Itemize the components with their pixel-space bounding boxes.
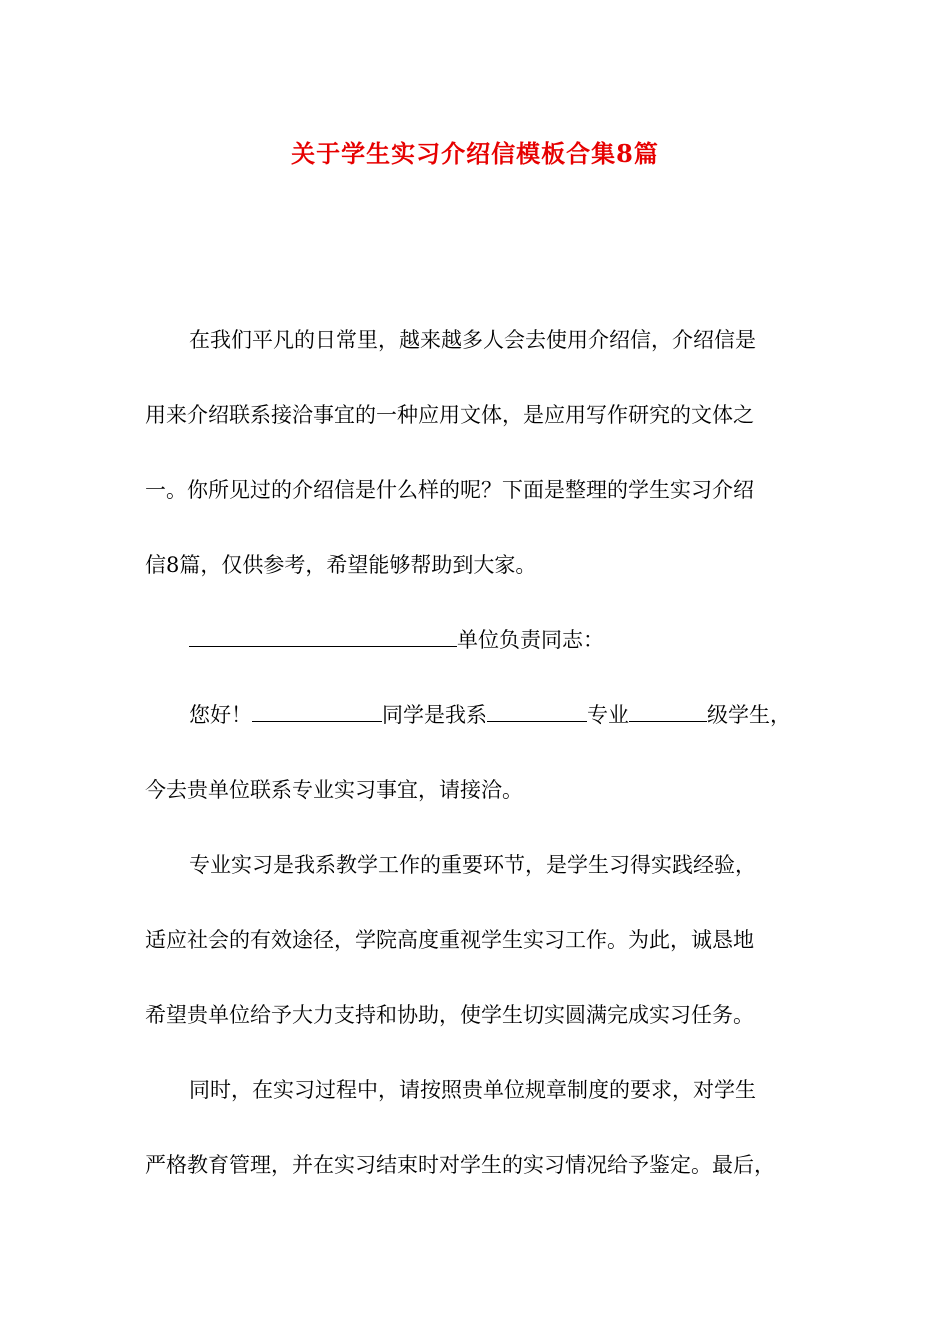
greeting-line xyxy=(145,696,810,734)
text-line: 专业实习是我系教学工作的重要环节，是学生习得实践经验， xyxy=(189,853,756,877)
intro-paragraph xyxy=(145,321,810,584)
blank-major[interactable] xyxy=(487,699,587,722)
management-paragraph xyxy=(145,1071,810,1184)
blank-student-name[interactable] xyxy=(252,699,382,722)
addressee-line xyxy=(145,621,810,659)
document-body xyxy=(145,321,810,1184)
document-title: 关于学生实习介绍信模板合集8篇 xyxy=(291,139,659,168)
text-line: 信8篇，仅供参考，希望能够帮助到大家。 xyxy=(145,553,537,577)
segment-text: 同学是我系 xyxy=(382,703,487,727)
text-line: 在我们平凡的日常里，越来越多人会去使用介绍信，介绍信是 xyxy=(189,328,756,352)
greeting-text: 您好！ xyxy=(189,703,252,727)
segment-text: 级学生， xyxy=(707,703,791,727)
text-line: 适应社会的有效途径，学院高度重视学生实习工作。为此，诚恳地 xyxy=(145,928,754,952)
segment-text: 专业 xyxy=(587,703,629,727)
text-line: 今去贵单位联系专业实习事宜，请接洽。 xyxy=(145,778,523,802)
internship-paragraph xyxy=(145,846,810,1034)
addressee-suffix: 单位负责同志： xyxy=(457,628,604,652)
blank-unit-name[interactable] xyxy=(189,624,457,647)
text-line: 严格教育管理，并在实习结束时对学生的实习情况给予鉴定。最后， xyxy=(145,1153,775,1177)
text-line: 一。你所见过的介绍信是什么样的呢？下面是整理的学生实习介绍 xyxy=(145,478,754,502)
text-line: 用来介绍联系接洽事宜的一种应用文体，是应用写作研究的文体之 xyxy=(145,403,754,427)
text-line: 同时，在实习过程中，请按照贵单位规章制度的要求，对学生 xyxy=(189,1078,756,1102)
text-line: 希望贵单位给予大力支持和协助，使学生切实圆满完成实习任务。 xyxy=(145,1003,754,1027)
blank-grade[interactable] xyxy=(629,699,707,722)
